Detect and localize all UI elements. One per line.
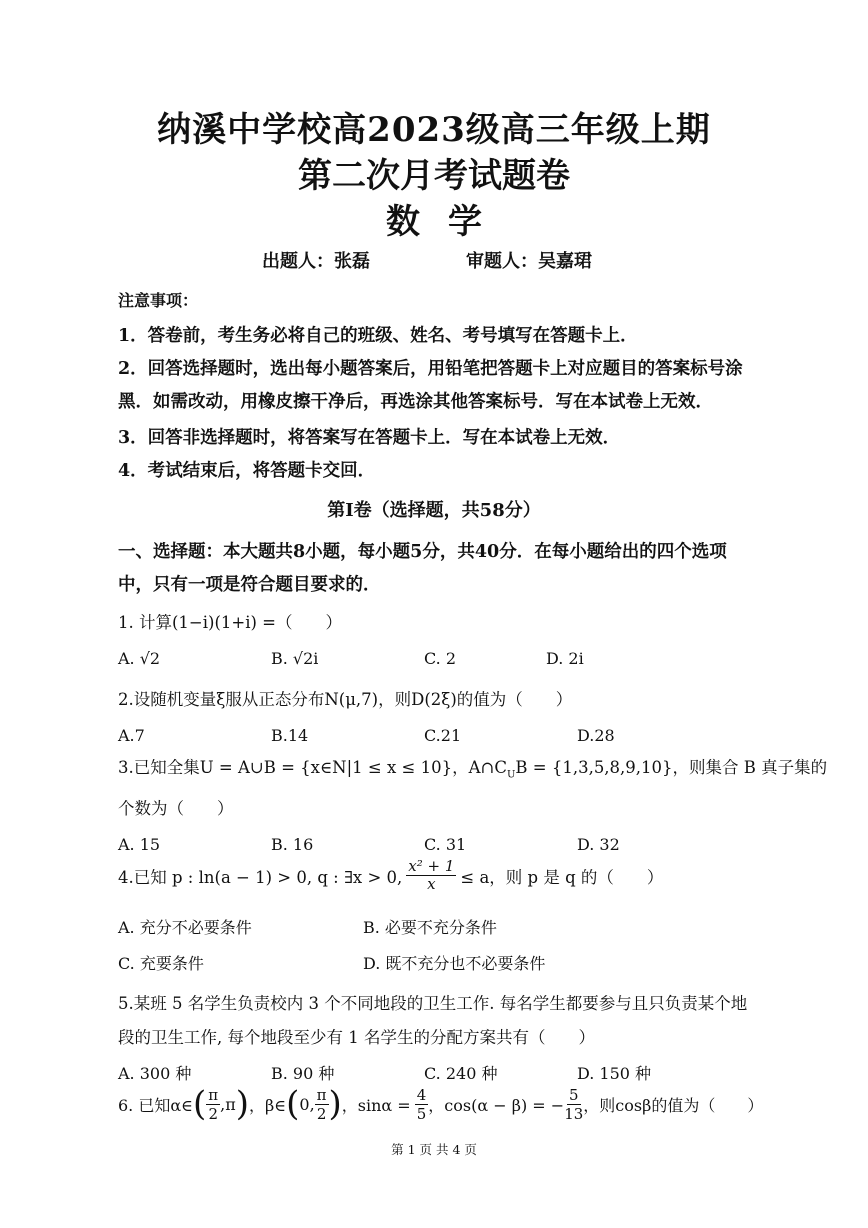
question-2-stem: 2.设随机变量ξ服从正态分布N(μ,7)，则D(2ξ)的值为（ ）: [118, 690, 573, 709]
notice-item: 4．考试结束后，将答题卡交回．: [118, 461, 376, 481]
section-title: 第Ⅰ卷（选择题，共58分）: [327, 500, 541, 521]
notice-item: 1．答卷前，考生务必将自己的班级、姓名、考号填写在答题卡上．: [118, 326, 638, 346]
question-6-part: ，sinα =: [341, 1095, 411, 1115]
question-2-option-d: D.28: [577, 726, 615, 745]
question-3-stem-line2: 个数为（ ）: [118, 799, 234, 818]
subject-title: 数学: [386, 202, 510, 242]
section-intro: 中，只有一项是符合题目要求的．: [118, 575, 381, 595]
question-5-option-d: D. 150 种: [577, 1064, 652, 1083]
author-label: 出题人：张磊: [262, 251, 370, 272]
notice-heading: 注意事项：: [118, 291, 199, 310]
question-4-option-b: B. 必要不充分条件: [363, 918, 497, 937]
fraction: [415, 1086, 429, 1123]
section-intro: 一、选择题：本大题共8小题，每小题5分，共40分．在每小题给出的四个选项: [118, 542, 727, 562]
notice-item: 黑．如需改动，用橡皮擦干净后，再选涂其他答案标号．写在本试卷上无效．: [118, 392, 713, 412]
question-3-stem-part: B = {1,3,5,8,9,10}，则集合 B 真子集的: [515, 758, 828, 777]
question-5-stem: 5.某班 5 名学生负责校内 3 个不同地段的卫生工作. 每名学生都要参与且只负责某个地: [118, 994, 748, 1013]
question-5-option-a: A. 300 种: [118, 1064, 192, 1083]
question-4-fraction: [406, 858, 456, 893]
question-5-stem-line2: 段的卫生工作, 每个地段至少有 1 名学生的分配方案共有（ ）: [118, 1028, 595, 1047]
exam-title: 纳溪中学校高2023级高三年级上期: [157, 110, 711, 150]
question-4-stem-prefix: 4.已知 p : ln(a − 1) > 0, q : ∃x > 0,: [118, 867, 403, 887]
fraction: [564, 1086, 583, 1123]
fraction-denominator: 2: [316, 1104, 327, 1123]
fraction: [315, 1086, 329, 1123]
paren-right: ): [235, 1084, 250, 1124]
paren-left: (: [286, 1084, 300, 1124]
question-1-option-c: C. 2: [424, 649, 457, 668]
question-3-option-c: C. 31: [424, 835, 467, 854]
question-5-option-b: B. 90 种: [271, 1064, 335, 1083]
question-4-option-d: D. 既不充分也不必要条件: [363, 954, 546, 973]
question-1-option-d: D. 2i: [546, 649, 584, 668]
fraction-denominator: x: [427, 875, 436, 893]
fraction-denominator: 5: [416, 1104, 427, 1123]
question-4-option-c: C. 充要条件: [118, 954, 204, 973]
question-6-part: ，cos(α − β) = −: [428, 1095, 565, 1115]
fraction-denominator: 2: [208, 1104, 218, 1123]
question-1-option-b: B. √2i: [271, 649, 319, 668]
question-3-option-b: B. 16: [271, 835, 314, 854]
question-6-part: 0,: [299, 1094, 315, 1114]
paren-left: (: [193, 1084, 207, 1124]
question-3-stem-part: 3.已知全集U = A∪B = {x∈N|1 ≤ x ≤ 10}，A∩C: [118, 758, 507, 777]
question-4-stem-suffix: ≤ a，则 p 是 q 的（ ）: [460, 867, 664, 887]
question-3-subscript: U: [506, 769, 516, 781]
question-5-option-c: C. 240 种: [424, 1064, 498, 1083]
fraction-numerator: 5: [568, 1085, 579, 1104]
fraction-numerator: x² + 1: [408, 857, 455, 875]
fraction: [206, 1086, 220, 1123]
exam-subtitle: 第二次月考试题卷: [298, 156, 570, 196]
question-2-option-b: B.14: [271, 726, 309, 745]
question-3-stem: [118, 754, 827, 780]
reviewer-label: 审题人：吴嘉珺: [466, 251, 592, 272]
question-2-option-a: A.7: [118, 726, 145, 745]
question-3-option-d: D. 32: [577, 835, 620, 854]
question-4-option-a: A. 充分不必要条件: [118, 918, 252, 937]
question-6-part: ，β∈: [249, 1095, 287, 1115]
fraction-denominator: 13: [564, 1104, 584, 1123]
question-6-stem: [118, 1084, 763, 1124]
question-6-part: ，则cosβ的值为（ ）: [583, 1095, 764, 1115]
question-2-option-c: C.21: [424, 726, 462, 745]
paren-right: ): [328, 1084, 342, 1124]
notice-item: 2．回答选择题时，选出每小题答案后，用铅笔把答题卡上对应题目的答案标号涂: [118, 359, 743, 379]
question-6-part: ,π: [220, 1094, 236, 1114]
fraction-numerator: π: [316, 1085, 327, 1104]
question-4-stem: [118, 858, 663, 893]
question-3-option-a: A. 15: [118, 835, 161, 854]
fraction-numerator: 4: [416, 1085, 427, 1104]
fraction-numerator: π: [208, 1085, 219, 1104]
question-1-stem: 1. 计算(1−i)(1+i) =（ ）: [118, 613, 343, 632]
page-footer: 第 1 页 共 4 页: [391, 1142, 477, 1157]
question-6-part: 6. 已知α∈: [118, 1095, 194, 1115]
notice-item: 3．回答非选择题时，将答案写在答题卡上．写在本试卷上无效．: [118, 428, 621, 448]
question-1-option-a: A. √2: [118, 649, 161, 668]
